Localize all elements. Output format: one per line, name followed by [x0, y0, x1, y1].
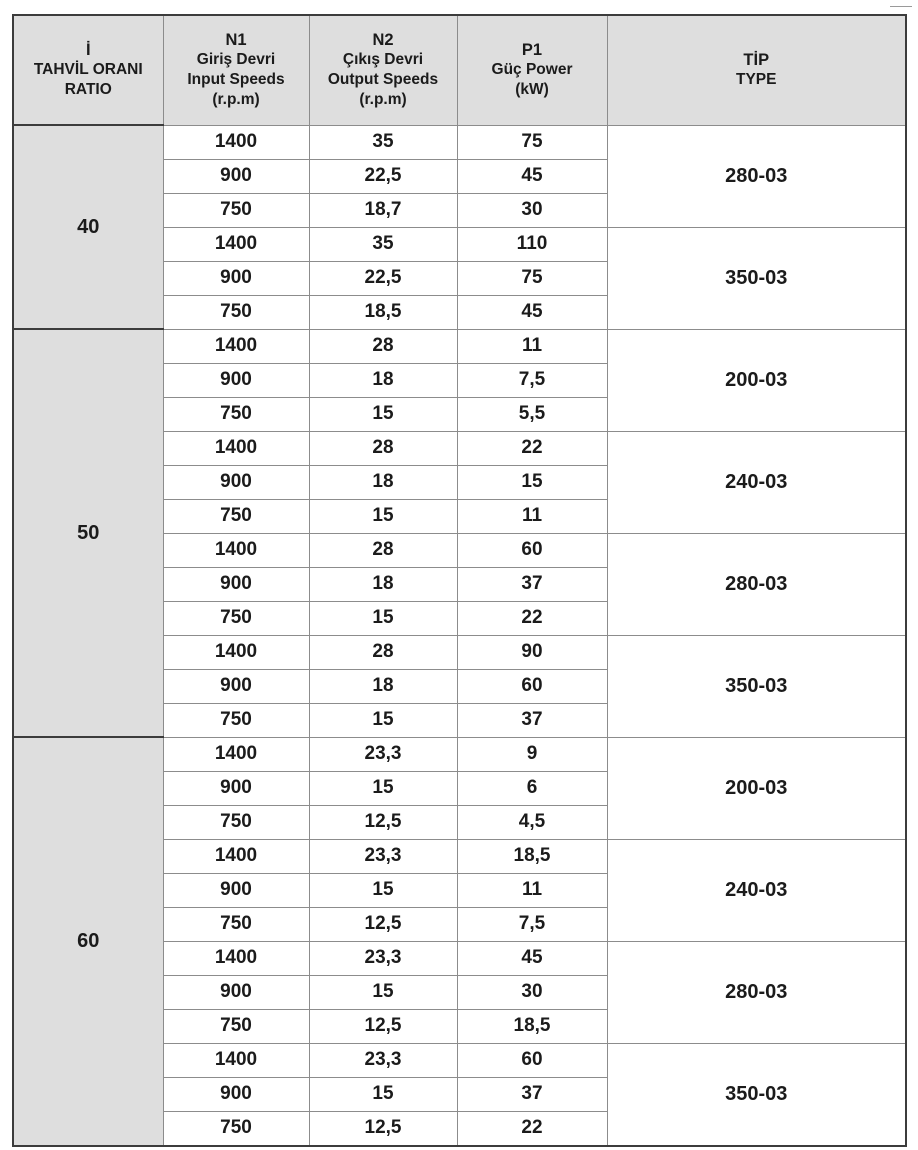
- power-cell: 60: [457, 669, 607, 703]
- output-speed-cell: 18,7: [309, 193, 457, 227]
- power-cell: 60: [457, 1043, 607, 1077]
- table-row: [13, 125, 906, 159]
- type-cell: 350-03: [607, 227, 906, 329]
- type-cell: 200-03: [607, 737, 906, 839]
- output-speed-cell: 15: [309, 975, 457, 1009]
- output-speed-cell: 28: [309, 329, 457, 363]
- output-speed-cell: 22,5: [309, 261, 457, 295]
- power-cell: 90: [457, 635, 607, 669]
- input-speed-cell: 1400: [163, 431, 309, 465]
- power-cell: 22: [457, 431, 607, 465]
- input-speed-cell: 900: [163, 771, 309, 805]
- power-cell: 37: [457, 1077, 607, 1111]
- power-cell: 75: [457, 125, 607, 159]
- output-speed-cell: 35: [309, 125, 457, 159]
- power-cell: 37: [457, 567, 607, 601]
- input-speed-cell: 900: [163, 159, 309, 193]
- power-cell: 60: [457, 533, 607, 567]
- power-cell: 11: [457, 329, 607, 363]
- input-speed-cell: 900: [163, 1077, 309, 1111]
- output-speed-cell: 22,5: [309, 159, 457, 193]
- input-speed-cell: 750: [163, 295, 309, 329]
- power-cell: 9: [457, 737, 607, 771]
- power-cell: 15: [457, 465, 607, 499]
- output-speed-cell: 12,5: [309, 805, 457, 839]
- type-cell: 240-03: [607, 431, 906, 533]
- power-cell: 6: [457, 771, 607, 805]
- output-speed-cell: 23,3: [309, 737, 457, 771]
- output-speed-cell: 23,3: [309, 839, 457, 873]
- power-cell: 45: [457, 295, 607, 329]
- power-cell: 110: [457, 227, 607, 261]
- output-speed-cell: 35: [309, 227, 457, 261]
- table-body: [13, 125, 906, 1146]
- output-speed-cell: 15: [309, 397, 457, 431]
- header-ratio: İ TAHVİL ORANI RATIO: [13, 15, 163, 125]
- input-speed-cell: 1400: [163, 839, 309, 873]
- output-speed-cell: 15: [309, 703, 457, 737]
- input-speed-cell: 900: [163, 975, 309, 1009]
- input-speed-cell: 750: [163, 703, 309, 737]
- output-speed-cell: 28: [309, 431, 457, 465]
- output-speed-cell: 15: [309, 601, 457, 635]
- type-cell: 200-03: [607, 329, 906, 431]
- power-cell: 30: [457, 193, 607, 227]
- power-cell: 18,5: [457, 839, 607, 873]
- input-speed-cell: 1400: [163, 1043, 309, 1077]
- input-speed-cell: 750: [163, 1111, 309, 1146]
- header-n1: N1 Giriş Devri Input Speeds (r.p.m): [163, 15, 309, 125]
- input-speed-cell: 750: [163, 907, 309, 941]
- input-speed-cell: 1400: [163, 737, 309, 771]
- input-speed-cell: 1400: [163, 635, 309, 669]
- power-cell: 18,5: [457, 1009, 607, 1043]
- input-speed-cell: 900: [163, 261, 309, 295]
- type-cell: 350-03: [607, 635, 906, 737]
- output-speed-cell: 15: [309, 771, 457, 805]
- output-speed-cell: 18: [309, 669, 457, 703]
- power-cell: 37: [457, 703, 607, 737]
- header-n2: N2 Çıkış Devri Output Speeds (r.p.m): [309, 15, 457, 125]
- header-type: TİP TYPE: [607, 15, 906, 125]
- input-speed-cell: 1400: [163, 941, 309, 975]
- ratio-cell: 50: [13, 329, 163, 737]
- input-speed-cell: 750: [163, 193, 309, 227]
- output-speed-cell: 18: [309, 465, 457, 499]
- power-cell: 75: [457, 261, 607, 295]
- power-cell: 22: [457, 1111, 607, 1146]
- ratio-cell: 40: [13, 125, 163, 329]
- output-speed-cell: 18,5: [309, 295, 457, 329]
- power-cell: 45: [457, 941, 607, 975]
- output-speed-cell: 15: [309, 1077, 457, 1111]
- output-speed-cell: 15: [309, 873, 457, 907]
- input-speed-cell: 750: [163, 397, 309, 431]
- table-header-row: [13, 15, 906, 125]
- table-row: [13, 737, 906, 771]
- type-cell: 280-03: [607, 533, 906, 635]
- header-p1: P1 Güç Power (kW): [457, 15, 607, 125]
- output-speed-cell: 18: [309, 567, 457, 601]
- output-speed-cell: 28: [309, 635, 457, 669]
- output-speed-cell: 12,5: [309, 907, 457, 941]
- input-speed-cell: 900: [163, 465, 309, 499]
- input-speed-cell: 900: [163, 363, 309, 397]
- input-speed-cell: 750: [163, 601, 309, 635]
- power-cell: 30: [457, 975, 607, 1009]
- output-speed-cell: 15: [309, 499, 457, 533]
- input-speed-cell: 1400: [163, 227, 309, 261]
- power-cell: 4,5: [457, 805, 607, 839]
- power-cell: 5,5: [457, 397, 607, 431]
- power-cell: 22: [457, 601, 607, 635]
- input-speed-cell: 900: [163, 567, 309, 601]
- output-speed-cell: 23,3: [309, 1043, 457, 1077]
- output-speed-cell: 18: [309, 363, 457, 397]
- output-speed-cell: 28: [309, 533, 457, 567]
- input-speed-cell: 1400: [163, 329, 309, 363]
- type-cell: 240-03: [607, 839, 906, 941]
- type-cell: 280-03: [607, 941, 906, 1043]
- input-speed-cell: 1400: [163, 533, 309, 567]
- power-cell: 45: [457, 159, 607, 193]
- type-cell: 350-03: [607, 1043, 906, 1146]
- input-speed-cell: 900: [163, 669, 309, 703]
- input-speed-cell: 750: [163, 1009, 309, 1043]
- input-speed-cell: 750: [163, 805, 309, 839]
- type-cell: 280-03: [607, 125, 906, 227]
- table-row: [13, 329, 906, 363]
- output-speed-cell: 12,5: [309, 1009, 457, 1043]
- gearbox-spec-table: [12, 14, 907, 1147]
- power-cell: 11: [457, 873, 607, 907]
- power-cell: 7,5: [457, 363, 607, 397]
- input-speed-cell: 750: [163, 499, 309, 533]
- power-cell: 7,5: [457, 907, 607, 941]
- input-speed-cell: 1400: [163, 125, 309, 159]
- power-cell: 11: [457, 499, 607, 533]
- input-speed-cell: 900: [163, 873, 309, 907]
- output-speed-cell: 12,5: [309, 1111, 457, 1146]
- output-speed-cell: 23,3: [309, 941, 457, 975]
- ratio-cell: 60: [13, 737, 163, 1146]
- corner-mark: [890, 0, 912, 7]
